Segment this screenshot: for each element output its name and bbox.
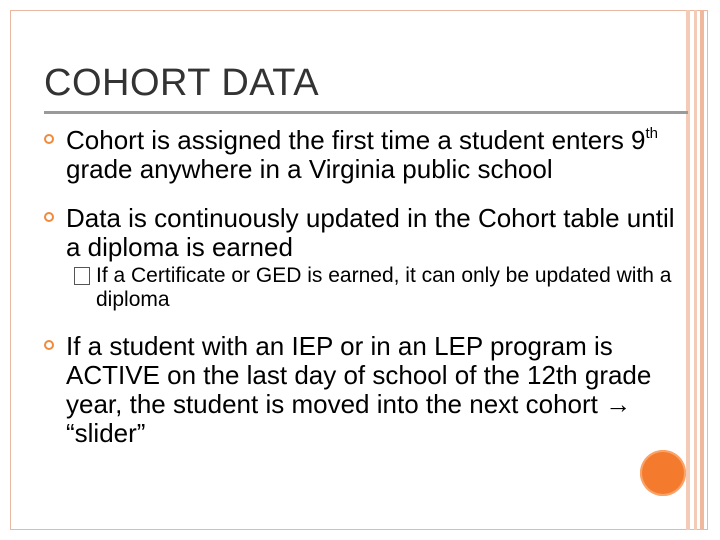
bullet-text: grade anywhere in a Virginia public school <box>66 154 553 184</box>
frame-stripe <box>694 10 697 530</box>
bullet-ring-icon <box>44 340 54 350</box>
sub-bullet-box-icon <box>74 267 90 285</box>
frame-stripe <box>686 10 690 530</box>
title-divider <box>44 111 688 114</box>
bullet-cohort-assigned <box>44 126 684 184</box>
bullet-text: Cohort is assigned the first time a student enters 9 <box>66 125 646 155</box>
frame-stripe <box>700 10 704 530</box>
sub-bullet-text: If a Certificate or GED is earned, it can only be updated with a diploma <box>96 264 672 311</box>
bullet-data-updated <box>44 204 684 262</box>
bullet-ring-icon <box>44 212 54 222</box>
bullet-text: Data is continuously updated in the Cohort table until a diploma is earned <box>66 203 675 262</box>
bullet-ring-icon <box>44 134 54 144</box>
superscript: th <box>645 125 659 143</box>
sub-bullet-certificate <box>44 264 684 312</box>
slide-title: COHORT DATA <box>44 62 320 104</box>
bullet-slider <box>44 332 684 448</box>
slide-body <box>44 126 684 468</box>
accent-circle-icon <box>640 450 686 496</box>
bullet-text: If a student with an IEP or in an LEP program is ACTIVE on the last day of school of the 12th grade year, the student is moved into the next cohort → “slider” <box>66 331 652 448</box>
